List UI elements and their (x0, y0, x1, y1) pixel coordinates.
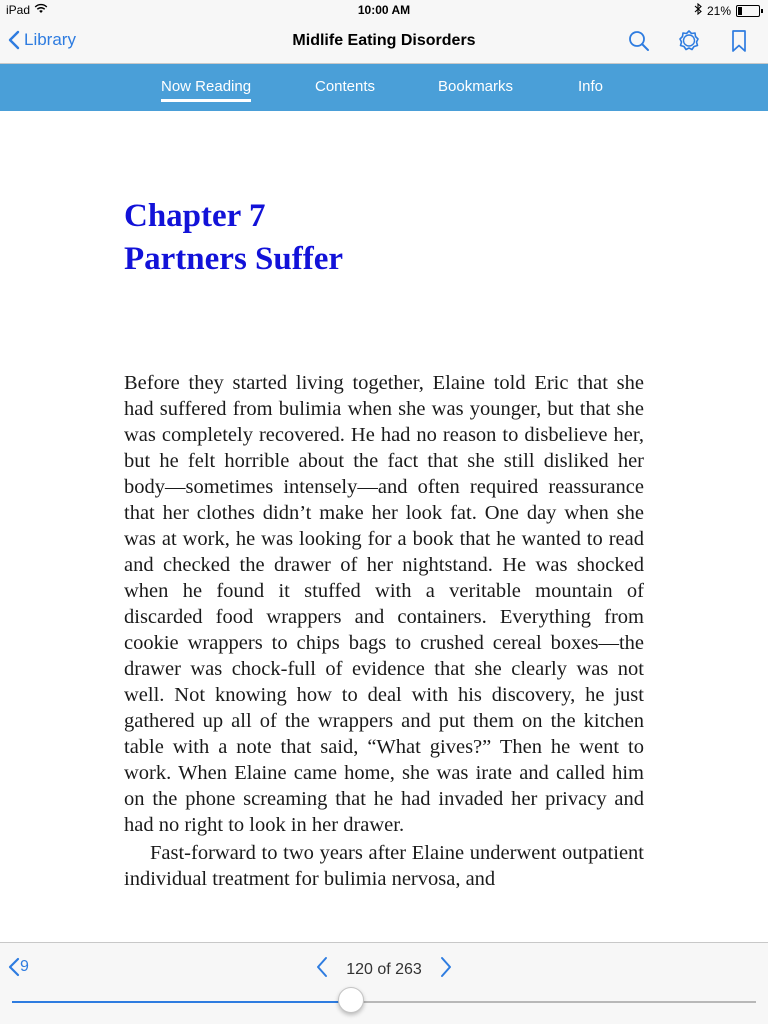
status-right (694, 3, 760, 18)
battery-percent: 21% (706, 3, 731, 18)
status-bar (0, 0, 768, 20)
tab-bar (0, 64, 768, 111)
device-label: iPad (6, 3, 31, 17)
chapter-number: Chapter 7 (124, 198, 266, 234)
previous-chapter-label: 9 (20, 958, 29, 975)
library-back-button[interactable] (8, 30, 76, 50)
chevron-right-icon (440, 956, 452, 978)
book-title: Midlife Eating Disorders (292, 32, 476, 49)
chevron-left-icon (8, 30, 20, 50)
back-label: Library (24, 30, 76, 49)
bookmark-icon[interactable] (728, 29, 750, 53)
page-navigation (0, 956, 768, 983)
previous-page-button[interactable] (316, 956, 328, 983)
page-body (124, 370, 644, 892)
settings-icon[interactable] (678, 29, 700, 53)
paragraph: Before they started living together, Elaine told Eric that she had suffered from bulimia when she was younger, but that she was completely recovered. He had no reason to disbelieve her, but he felt horrible about the fact that she still disliked her body—sometimes intensely—and often required reassurance that her clothes didn’t make her look fat. One day when she was at work, he was looking for a book that he wanted to read and checked the drawer of her nightstand. He was shocked when he found it stuffed with a veritable mountain of discarded food wrappers and containers. Everything from cookie wrappers to chips bags to crushed cereal boxes—the drawer was chock-full of evidence that she clearly was not well. Not knowing how to deal with his discovery, he just gathered up all of the wrappers and put them on the kitchen table with a note that said, “What gives?” Then he went to work. When Elaine came home, she was irate and called him on the phone screaming that he had invaded her privacy and had no right to look in her drawer. (124, 372, 644, 836)
battery-level (738, 7, 742, 15)
page-slider-fill (12, 1001, 351, 1003)
page-slider-track[interactable] (12, 1001, 756, 1003)
battery-tip (761, 9, 763, 13)
tab-now-reading[interactable]: Now Reading (161, 78, 252, 95)
tab-contents[interactable]: Contents (315, 78, 376, 95)
paragraph: Fast-forward to two years after Elaine underwent outpatient individual treatment for bulimia nervosa, and (124, 842, 644, 890)
page-slider-thumb[interactable] (338, 987, 364, 1013)
search-icon[interactable] (628, 29, 650, 53)
tab-info[interactable]: Info (578, 78, 604, 95)
status-time: 10:00 AM (357, 3, 411, 17)
chevron-left-icon (316, 956, 328, 978)
nav-icons (628, 29, 750, 53)
bottom-toolbar (0, 942, 768, 1024)
chapter-heading (124, 195, 644, 281)
battery-icon (736, 5, 760, 17)
nav-bar (0, 20, 768, 64)
tab-bookmarks[interactable]: Bookmarks (438, 78, 514, 95)
bluetooth-icon (694, 3, 702, 18)
chapter-title: Partners Suffer (124, 241, 344, 277)
next-page-button[interactable] (440, 956, 452, 983)
page-indicator: 120 of 263 (346, 960, 422, 978)
